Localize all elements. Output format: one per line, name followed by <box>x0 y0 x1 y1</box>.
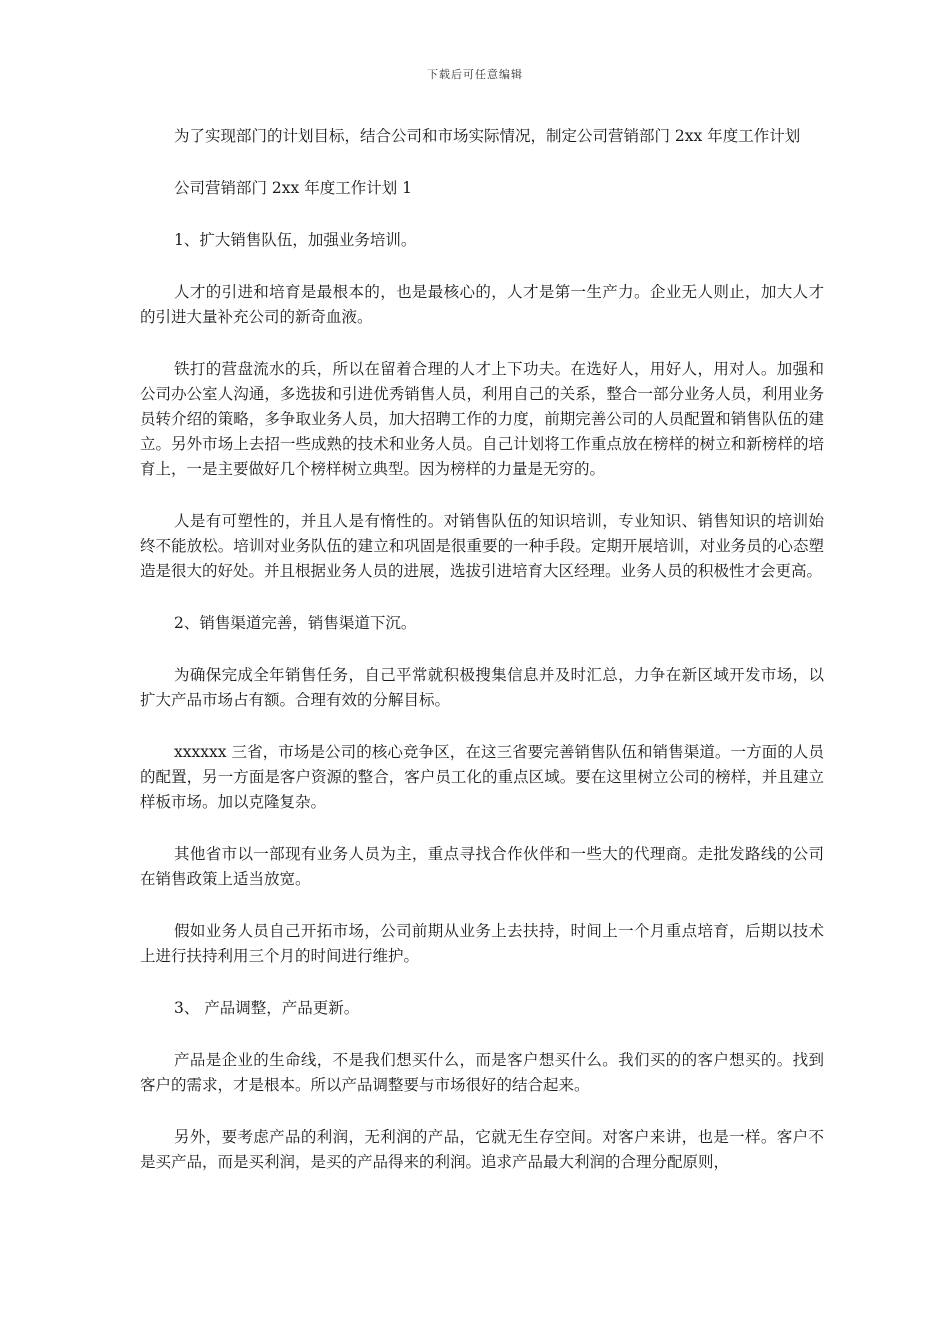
section-heading-3: 3、 产品调整，产品更新。 <box>174 999 360 1017</box>
body-paragraph: 其他省市以一部现有业务人员为主，重点寻找合作伙伴和一些大的代理商。走批发路线的公司在销售政策上适当放宽。 <box>140 845 824 888</box>
body-paragraph: 另外，要考虑产品的利润，无利润的产品，它就无生存空间。对客户来讲，也是一样。客户不是买产品，而是买利润，是买的产品得来的利润。追求产品最大利润的合理分配原则， <box>140 1128 824 1171</box>
section-heading-1: 1、扩大销售队伍，加强业务培训。 <box>174 231 417 249</box>
body-paragraph: xxxxxx 三省，市场是公司的核心竞争区，在这三省要完善销售队伍和销售渠道。一方面的人员的配置，另一方面是客户资源的整合，客户员工化的重点区域。要在这里树立公司的榜样，并且建立样板市场。加以克隆复杂。 <box>140 743 824 811</box>
body-paragraph: 铁打的营盘流水的兵，所以在留着合理的人才上下功夫。在选好人，用好人，用对人。加强和公司办公室人沟通，多选拔和引进优秀销售人员，利用自己的关系，整合一部分业务人员，利用业务员转介绍的策略，多争取业务人员，加大招聘工作的力度，前期完善公司的人员配置和销售队伍的建立。另外市场上去招一些成熟的技术和业务人员。自己计划将工作重点放在榜样的树立和新榜样的培育上，一是主要做好几个榜样树立典型。因为榜样的力量是无穷的。 <box>140 360 824 478</box>
page-header-note: 下载后可任意编辑 <box>427 68 523 81</box>
intro-paragraph: 为了实现部门的计划目标，结合公司和市场实际情况，制定公司营销部门 2xx 年度工作计划 <box>174 127 801 145</box>
document-body <box>140 124 824 1202</box>
body-paragraph: 人才的引进和培育是最根本的，也是最核心的，人才是第一生产力。企业无人则止，加大人才的引进大量补充公司的新奇血液。 <box>140 283 824 326</box>
body-paragraph: 人是有可塑性的，并且人是有惰性的。对销售队伍的知识培训，专业知识、销售知识的培训始终不能放松。培训对业务队伍的建立和巩固是很重要的一种手段。定期开展培训，对业务员的心态塑造是很大的好处。并且根据业务人员的进展，选拔引进培育大区经理。业务人员的积极性才会更高。 <box>140 512 824 580</box>
section-heading-2: 2、销售渠道完善，销售渠道下沉。 <box>174 614 417 632</box>
body-paragraph: 为确保完成全年销售任务，自己平常就积极搜集信息并及时汇总，力争在新区域开发市场，以扩大产品市场占有额。合理有效的分解目标。 <box>140 666 824 709</box>
body-paragraph: 假如业务人员自己开拓市场，公司前期从业务上去扶持，时间上一个月重点培育，后期以技术上进行扶持利用三个月的时间进行维护。 <box>140 922 824 965</box>
body-paragraph: 产品是企业的生命线，不是我们想买什么，而是客户想买什么。我们买的的客户想买的。找到客户的需求，才是根本。所以产品调整要与市场很好的结合起来。 <box>140 1051 824 1094</box>
document-title: 公司营销部门 2xx 年度工作计划 1 <box>174 179 412 197</box>
